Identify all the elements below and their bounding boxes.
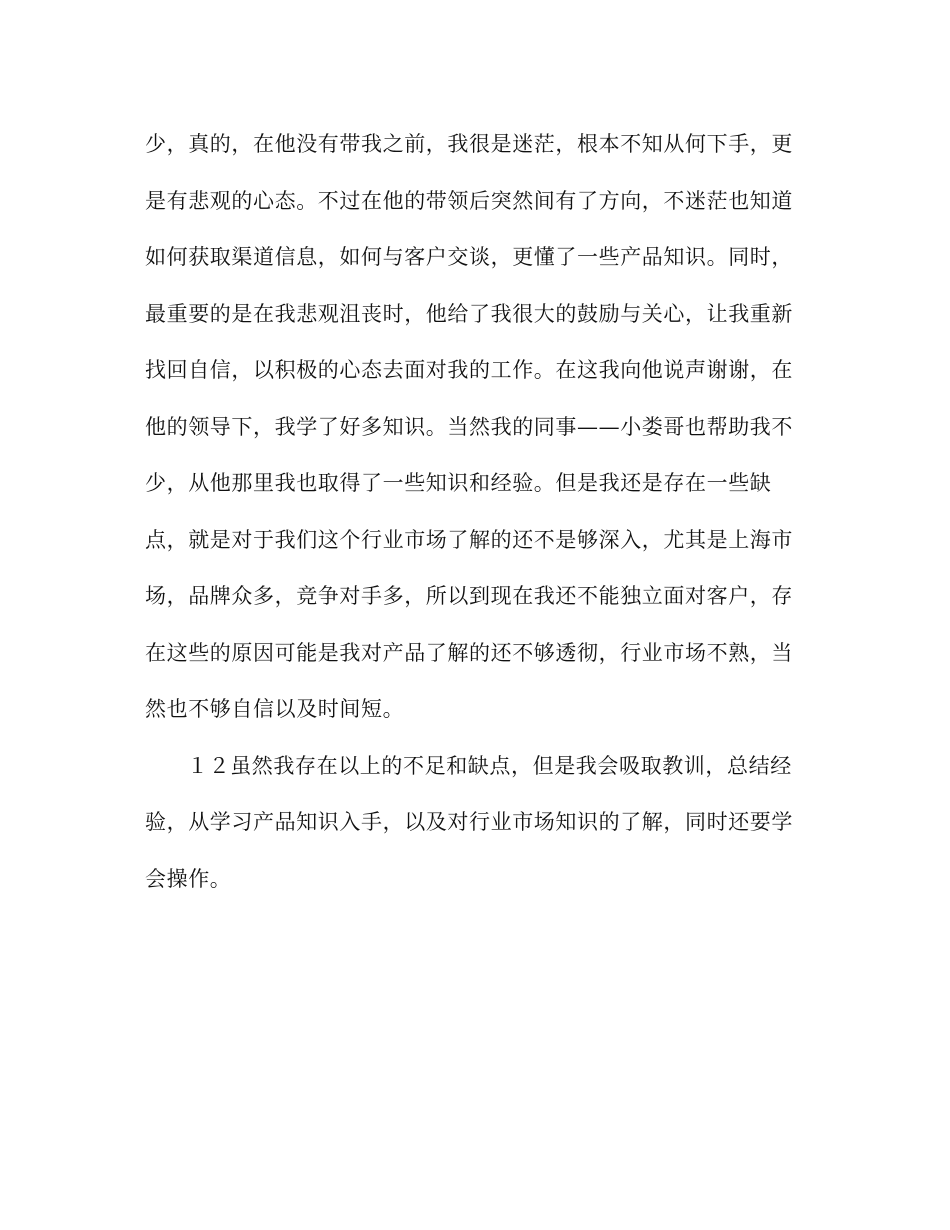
text-line: 验，从学习产品知识入手，以及对行业市场知识的了解，同时还要学 <box>145 810 793 834</box>
text-line: 场，品牌众多，竞争对手多，所以到现在我还不能独立面对客户，存 <box>145 584 793 608</box>
text-line: 是有悲观的心态。不过在他的带领后突然间有了方向，不迷茫也知道 <box>145 188 793 213</box>
text-line: 然也不够自信以及时间短。 <box>145 697 405 721</box>
text-line: 点，就是对于我们这个行业市场了解的还不是够深入，尤其是上海市 <box>145 527 793 552</box>
text-line: 找回自信，以积极的心态去面对我的工作。在这我向他说声谢谢，在 <box>145 358 793 382</box>
text-line: 会操作。 <box>145 866 232 891</box>
paragraph-start-line: １２虽然我存在以上的不足和缺点，但是我会吸取教训，总结经 <box>187 753 792 778</box>
text-line: 在这些的原因可能是我对产品了解的还不够透彻，行业市场不熟，当 <box>145 640 793 665</box>
text-line: 他的领导下，我学了好多知识。当然我的同事——小娄哥也帮助我不 <box>145 414 793 439</box>
text-line: 少，从他那里我也取得了一些知识和经验。但是我还是存在一些缺 <box>145 471 772 495</box>
text-line: 如何获取渠道信息，如何与客户交谈，更懂了一些产品知识。同时， <box>145 245 793 269</box>
body-text <box>145 118 805 905</box>
text-line: 最重要的是在我悲观沮丧时，他给了我很大的鼓励与关心，让我重新 <box>145 301 793 326</box>
text-line: 少，真的，在他没有带我之前，我很是迷茫，根本不知从何下手，更 <box>145 132 793 156</box>
